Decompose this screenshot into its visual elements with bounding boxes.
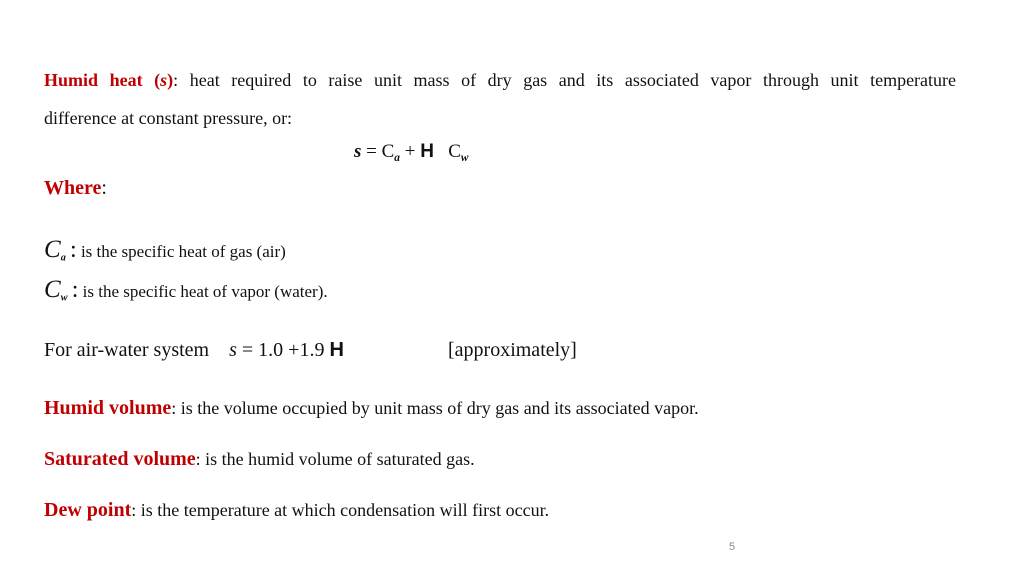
page-number: 5	[729, 541, 736, 553]
humid-heat-text-1: heat required to raise unit mass of dry gas and its associated vapor through unit temperature	[189, 70, 957, 90]
cw-text: is the specific heat of vapor (water).	[82, 282, 328, 301]
ca-symbol: C	[44, 236, 61, 263]
humid-volume-definition	[44, 397, 699, 420]
air-water-s: s	[229, 339, 237, 361]
humid-heat-definition	[44, 70, 956, 91]
humid-heat-term: Humid heat	[44, 70, 143, 90]
humid-heat-formula	[354, 141, 469, 164]
dew-point-term: Dew point	[44, 499, 132, 521]
saturated-volume-text: : is the humid volume of saturated gas.	[195, 449, 475, 469]
air-water-formula	[44, 339, 344, 362]
humid-heat-text-2: difference at constant pressure, or:	[44, 108, 293, 128]
ca-colon: :	[70, 237, 77, 263]
ca-text: is the specific heat of gas (air)	[80, 242, 286, 261]
saturated-volume-term: Saturated volume	[44, 448, 196, 470]
dew-point-definition	[44, 499, 549, 522]
formula-equals-ca: = C	[361, 141, 395, 162]
cw-colon: :	[71, 277, 79, 303]
approximately-note: [approximately]	[448, 339, 577, 361]
air-water-expr: = 1.0 +1.9	[236, 339, 330, 361]
formula-s: s	[354, 141, 362, 162]
formula-cw: C	[433, 141, 461, 162]
air-water-prefix: For air-water system	[44, 339, 210, 361]
cw-definition	[44, 276, 328, 304]
ca-subscript: a	[60, 252, 66, 264]
formula-plus: +	[400, 141, 421, 162]
humid-heat-colon: :	[173, 70, 179, 90]
humid-volume-term: Humid volume	[44, 397, 172, 419]
saturated-volume-definition	[44, 448, 475, 471]
formula-H: H	[420, 141, 434, 162]
where-heading	[44, 177, 107, 200]
cw-symbol: C	[44, 276, 61, 303]
where-label: Where	[44, 177, 102, 199]
formula-sub-a: a	[394, 151, 400, 164]
humid-volume-text: : is the volume occupied by unit mass of dry gas and its associated vapor.	[171, 398, 699, 418]
dew-point-text: : is the temperature at which condensation will first occur.	[131, 500, 550, 520]
air-water-H: H	[329, 339, 344, 361]
humid-heat-symbol: (s)	[154, 70, 174, 90]
ca-definition	[44, 236, 286, 264]
formula-sub-w: w	[460, 151, 469, 164]
where-colon: :	[101, 177, 107, 199]
cw-subscript: w	[60, 292, 68, 304]
